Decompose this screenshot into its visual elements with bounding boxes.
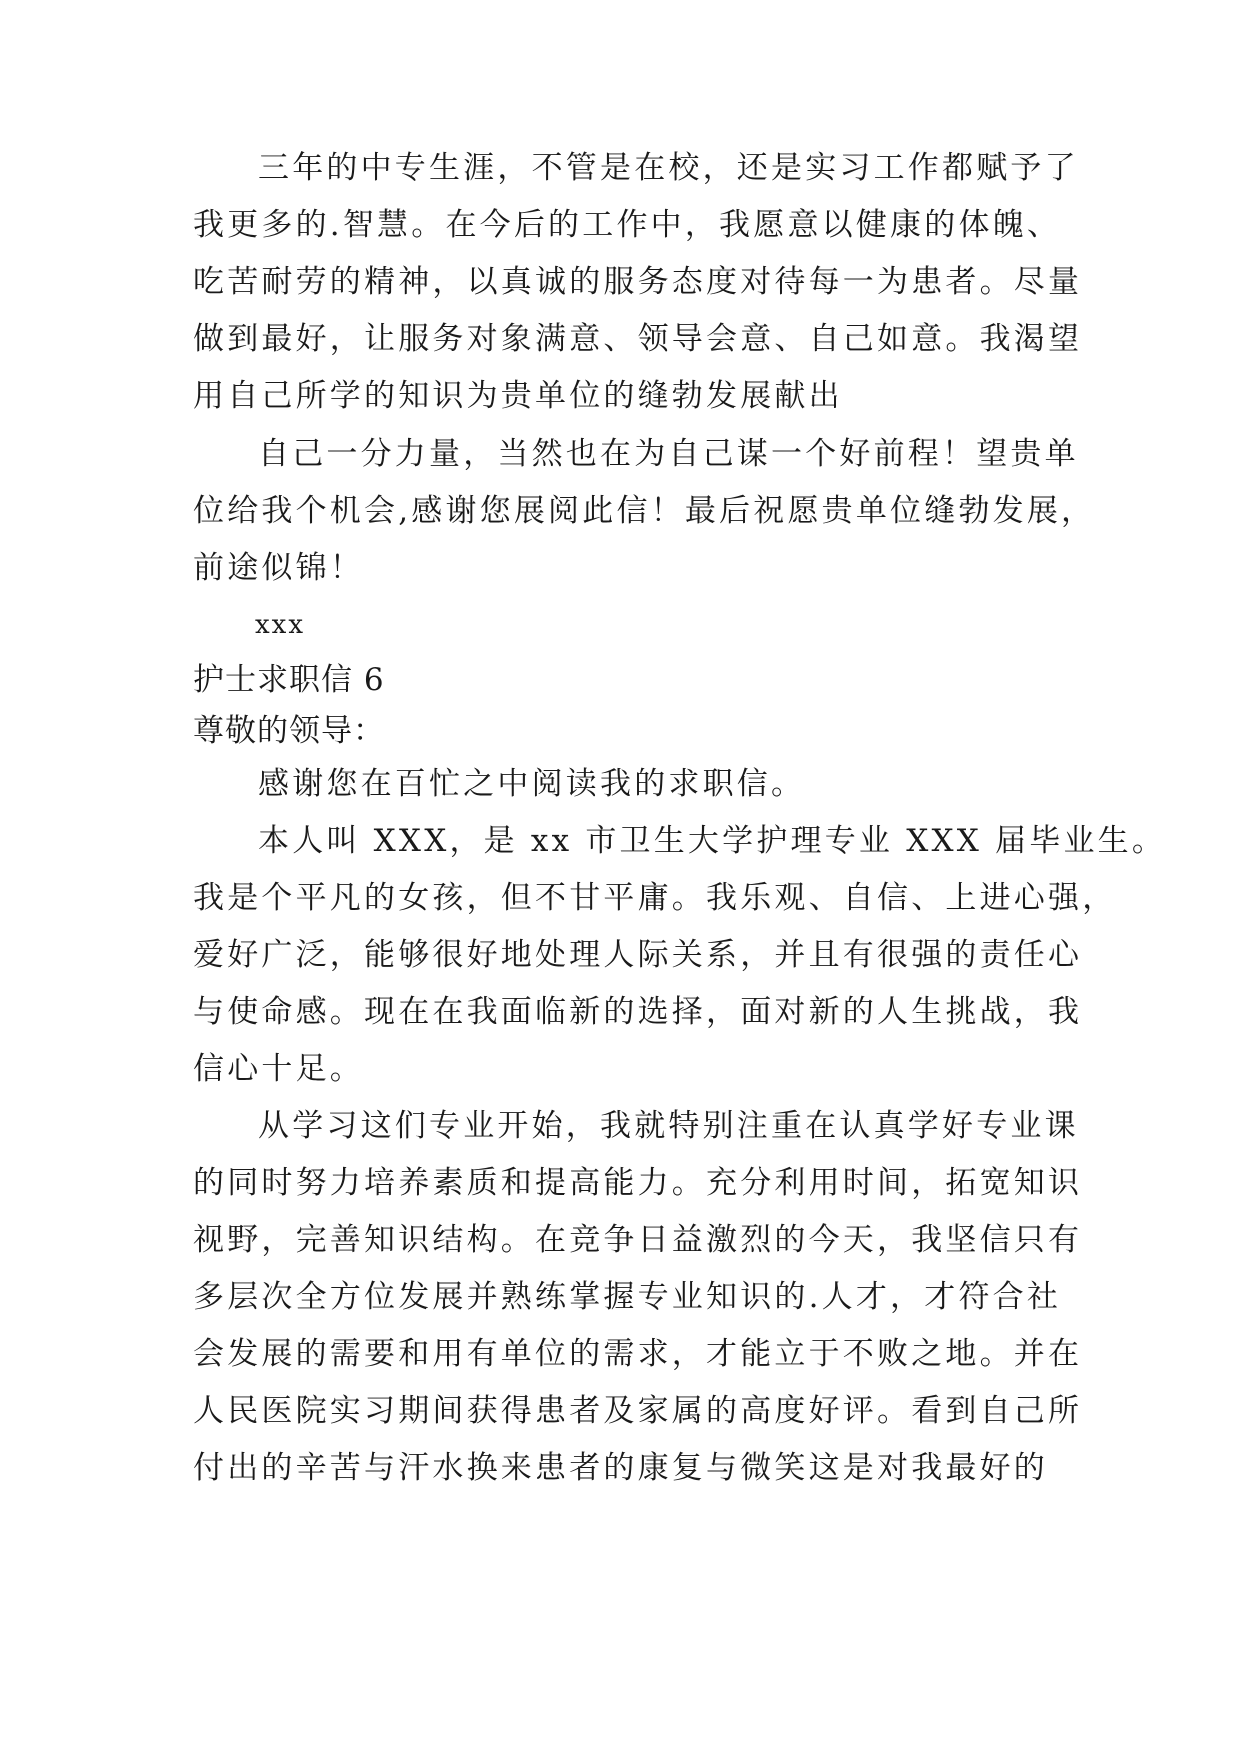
paragraph-line: 从学习这们专业开始，我就特别注重在认真学好专业课 <box>258 1108 1079 1144</box>
paragraph-line: 爱好广泛，能够很好地处理人际关系，并且有很强的责任心 <box>193 937 1083 973</box>
section-title: 护士求职信 6 <box>193 662 385 698</box>
paragraph-line: 的同时努力培养素质和提高能力。充分利用时间，拓宽知识 <box>193 1165 1083 1201</box>
paragraph-line: 我更多的.智慧。在今后的工作中，我愿意以健康的体魄、 <box>193 207 1062 243</box>
paragraph-line: 用自己所学的知识为贵单位的缝勃发展献出 <box>193 378 843 414</box>
paragraph-line: 与使命感。现在在我面临新的选择，面对新的人生挑战，我 <box>193 994 1083 1030</box>
paragraph-line: 感谢您在百忙之中阅读我的求职信。 <box>258 766 806 802</box>
paragraph-line: 视野，完善知识结构。在竞争日益激烈的今天，我坚信只有 <box>193 1222 1083 1258</box>
paragraph-line: 人民医院实习期间获得患者及家属的高度好评。看到自己所 <box>193 1393 1083 1429</box>
paragraph-line: 会发展的需要和用有单位的需求，才能立于不败之地。并在 <box>193 1336 1083 1372</box>
paragraph-line: 吃苦耐劳的精神，以真诚的服务态度对待每一为患者。尽量 <box>193 264 1083 300</box>
paragraph-line: 信心十足。 <box>193 1051 364 1087</box>
paragraph-line: 我是个平凡的女孩，但不甘平庸。我乐观、自信、上进心强， <box>193 880 1117 916</box>
signature: xxx <box>255 610 305 640</box>
paragraph-line: 三年的中专生涯，不管是在校，还是实习工作都赋予了 <box>258 150 1079 186</box>
paragraph-line: 自己一分力量，当然也在为自己谋一个好前程！望贵单 <box>258 436 1079 472</box>
paragraph-line: 多层次全方位发展并熟练掌握专业知识的.人才，才符合社 <box>193 1279 1062 1315</box>
paragraph-line: 位给我个机会,感谢您展阅此信！最后祝愿贵单位缝勃发展， <box>193 493 1096 529</box>
paragraph-line: 本人叫 XXX，是 xx 市卫生大学护理专业 XXX 届毕业生。 <box>258 823 1167 859</box>
paragraph-line: 做到最好，让服务对象满意、领导会意、自己如意。我渴望 <box>193 321 1083 357</box>
paragraph-line: 前途似锦！ <box>193 550 364 586</box>
greeting: 尊敬的领导： <box>193 713 385 749</box>
paragraph-line: 付出的辛苦与汗水换来患者的康复与微笑这是对我最好的 <box>193 1450 1048 1486</box>
